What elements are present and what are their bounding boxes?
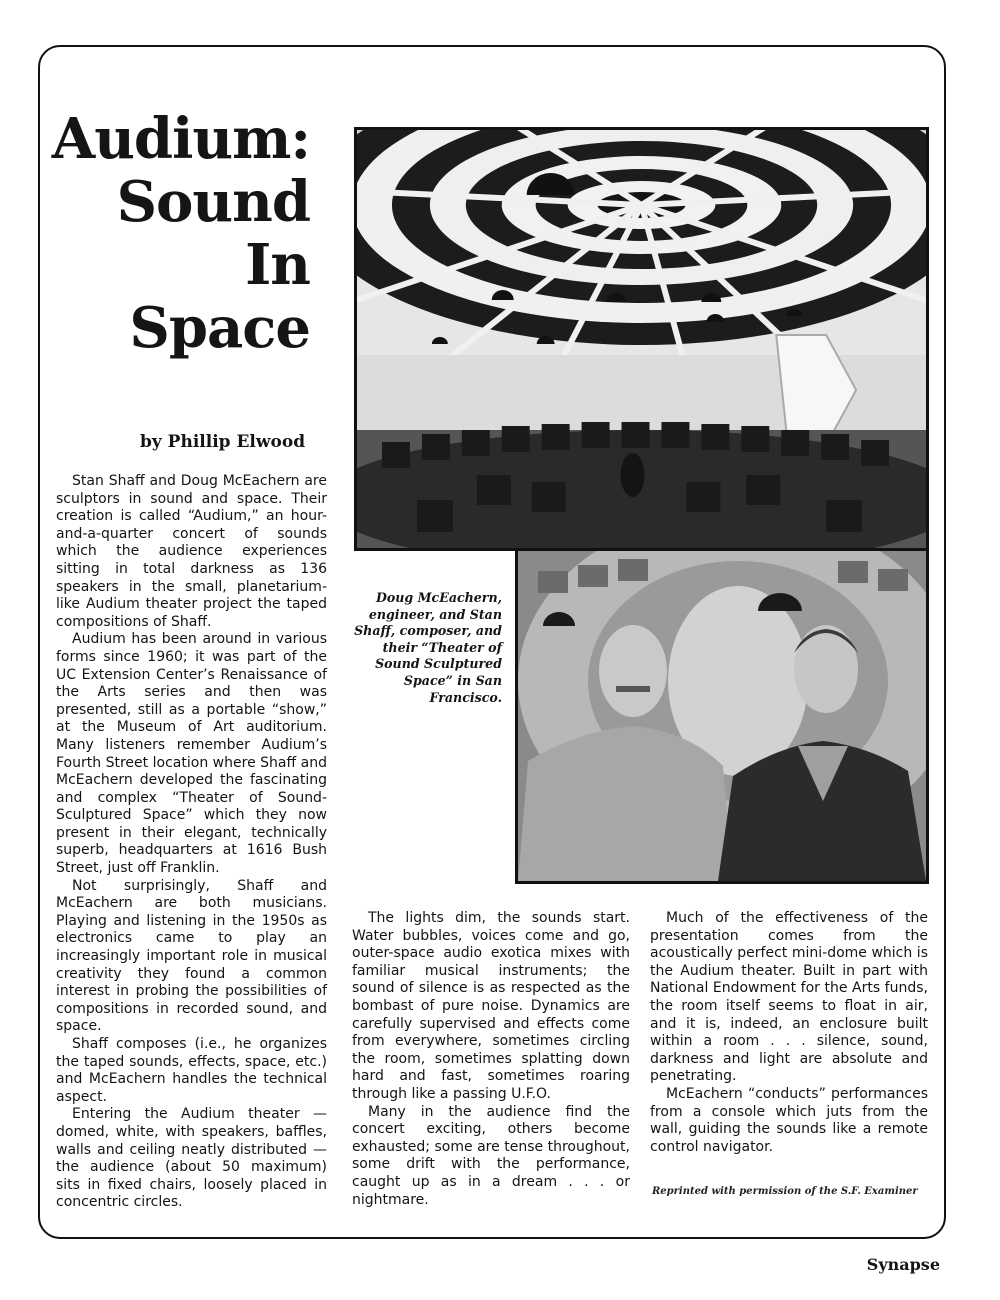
paragraph: McEachern “conducts” performances from a console which juts from the wall, guiding the sounds like a remote control navigator.: [650, 1085, 928, 1155]
paragraph: Shaff composes (i.e., he organizes the taped sounds, effects, space, etc.) and McEachern handles the technical aspect.: [56, 1036, 327, 1105]
paragraph: The lights dim, the sounds start. Water bubbles, voices come and go, outer-space audio exotica mixes with familiar musical instruments; the sound of silence is as respected as the bombast of pure noise. Dynamics are carefully supervised and effects come from everywhere, sometimes circling the room, sometimes splatting down hard and fast, sometimes roaring through like a passing U.F.O.: [352, 910, 630, 1102]
byline: by Phillip Elwood: [140, 432, 306, 452]
paragraph: Many in the audience find the concert exciting, others become exhausted; some are tense throughout, some drift with the performance, caught up as in a dream . . . or nightmare.: [352, 1103, 630, 1208]
title-line: Sound: [116, 169, 310, 235]
paragraph: Not surprisingly, Shaff and McEachern are both musicians. Playing and listening in the 1950s as electronics came to play an increasingly important role in musical creativity they found a common interest in probing the possibilities of compositions in recorded sound, and space.: [56, 877, 327, 1035]
reprint-credit: Reprinted with permission of the S.F. Examiner: [652, 1186, 918, 1197]
composer-engineer-portrait-photo: [515, 548, 929, 884]
article-column-2: [352, 910, 630, 1209]
article-column-3: [650, 910, 928, 1156]
article-title: [52, 108, 310, 360]
paragraph: Entering the Audium theater — domed, white, with speakers, baffles, walls and ceiling neatly distributed — the audience (about 50 maximum) sits in fixed chairs, loosely placed in concentric circles.: [56, 1106, 327, 1211]
photo-caption: Doug McEachern, engineer, and Stan Shaff, composer, and their “Theater of Sound Sculptured Space” in San Francisco.: [354, 590, 502, 705]
paragraph: Audium has been around in various forms since 1960; it was part of the UC Extension Center’s Renaissance of the Arts series and then was presented, still as a portable “show,” at the Museum of Art auditorium. Many listeners remember Audium’s Fourth Street location where Shaff and McEachern developed the fascinating and complex “Theater of Sound-Sculptured Space” which they now present in their elegant, technically superb, headquarters at 1616 Bush Street, just off Franklin.: [56, 631, 327, 877]
paragraph: Stan Shaff and Doug McEachern are sculptors in sound and space. Their creation is called “Audium,” an hour-and-a-quarter concert of sounds which the audience experiences sitting in total darkness as 136 speakers in the small, planetarium-like Audium theater project the taped compositions of Shaff.: [56, 473, 327, 630]
theater-dome-photo: [354, 127, 929, 551]
publication-name: Synapse: [866, 1255, 940, 1274]
title-line: In: [245, 232, 310, 298]
title-line: Space: [129, 295, 310, 361]
paragraph: Much of the effectiveness of the presentation comes from the acoustically perfect mini-dome which is the Audium theater. Built in part with National Endowment for the Arts funds, the room itself seems to float in air, and it is, indeed, an enclosure built within a room . . . silence, sound, darkness and light are absolute and penetrating.: [650, 910, 928, 1085]
article-column-1: [56, 473, 327, 1212]
title-line: Audium:: [51, 106, 310, 172]
